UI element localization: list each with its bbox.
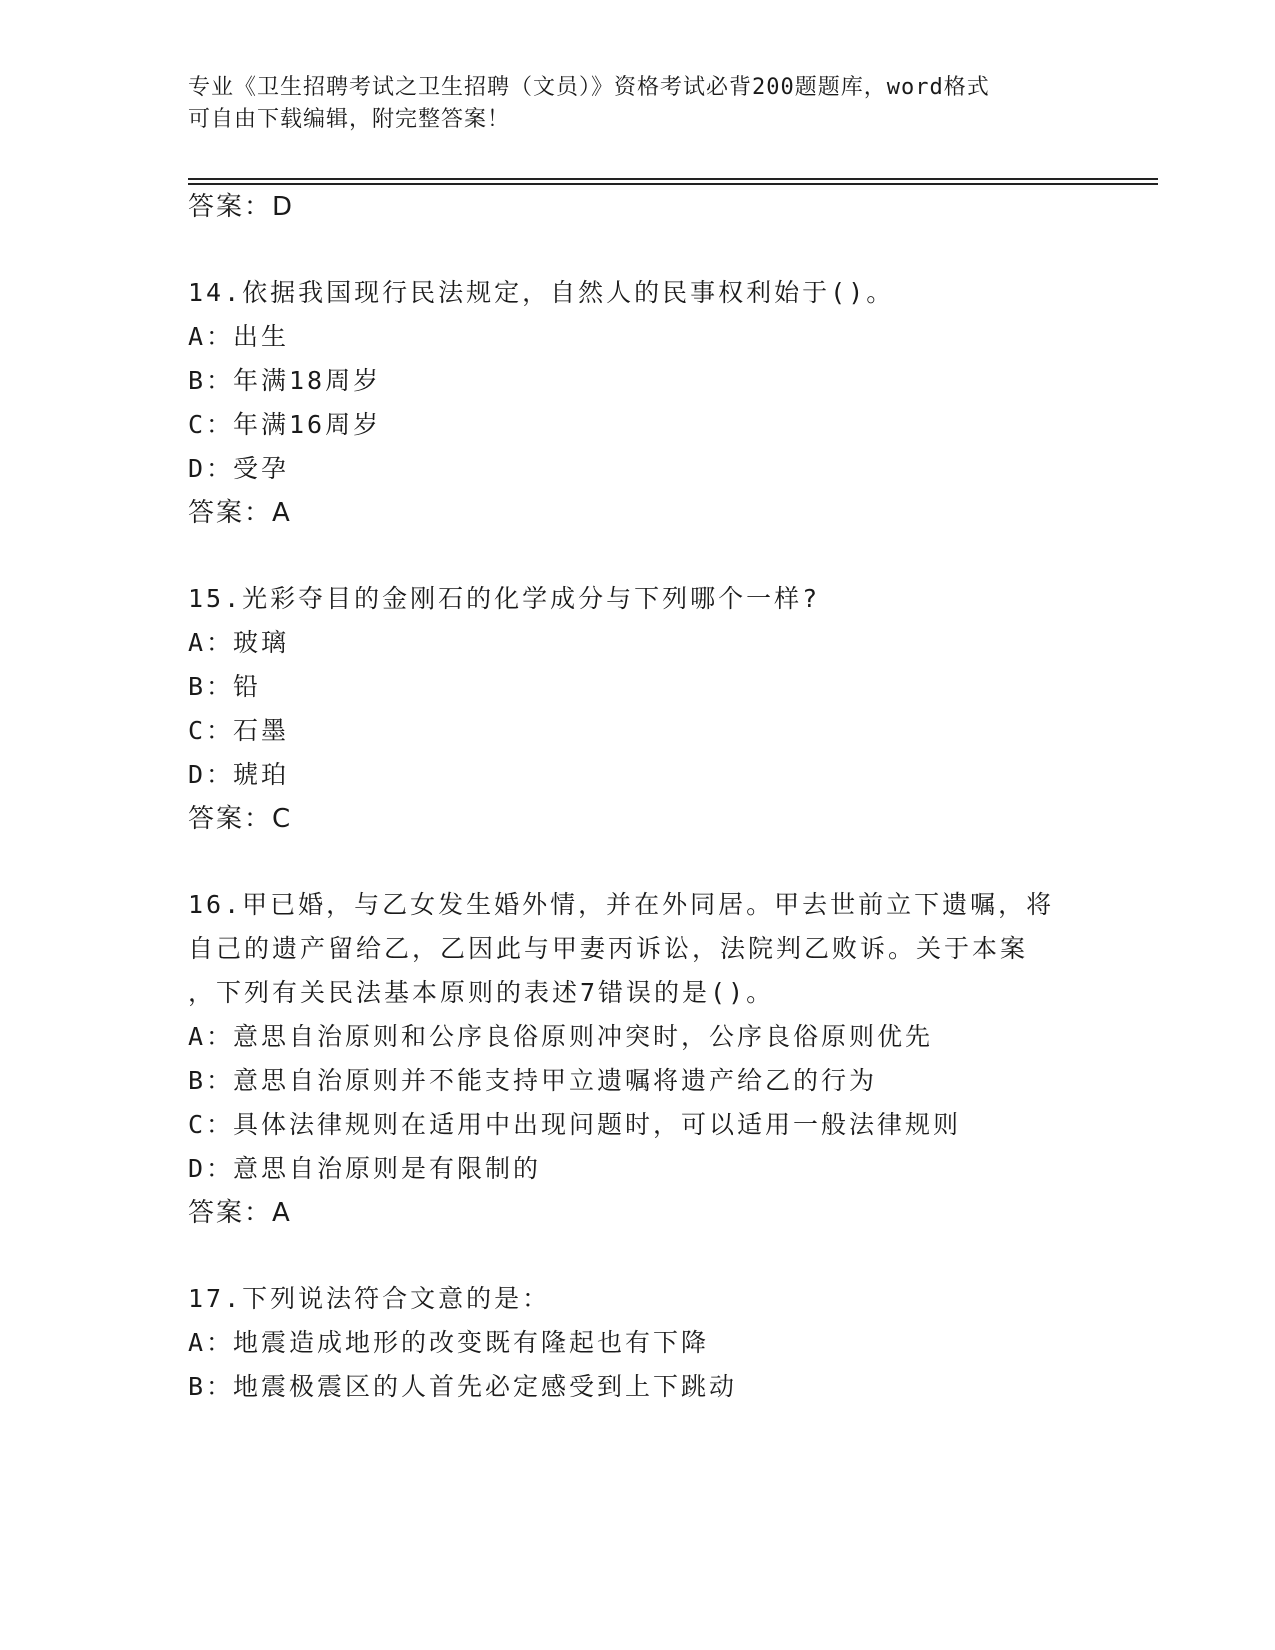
- option-text: 受孕: [233, 454, 290, 483]
- q15-answer: 答案：C: [188, 804, 293, 834]
- option-label: D：: [188, 760, 235, 789]
- option-text: 具体法律规则在适用中出现问题时，可以适用一般法律规则: [233, 1110, 962, 1139]
- q15-option-c: [188, 714, 289, 748]
- question-16-line-1: 16.甲已婚，与乙女发生婚外情，并在外同居。甲去世前立下遗嘱，将: [188, 890, 1055, 919]
- question-16-line-3: ，下列有关民法基本原则的表述7错误的是()。: [188, 978, 775, 1007]
- option-text: 年满18周岁: [233, 366, 382, 395]
- option-label: C：: [188, 716, 235, 745]
- option-text: 地震极震区的人首先必定感受到上下跳动: [233, 1372, 738, 1401]
- q15-option-b: [188, 670, 261, 704]
- q16-option-a: [188, 1020, 933, 1054]
- option-text: 意思自治原则和公序良俗原则冲突时，公序良俗原则优先: [233, 1022, 934, 1051]
- option-label: B：: [188, 672, 235, 701]
- q16-option-c: [188, 1108, 961, 1142]
- option-label: C：: [188, 410, 235, 439]
- option-label: A：: [188, 322, 235, 351]
- option-text: 石墨: [233, 716, 290, 745]
- option-text: 出生: [233, 322, 290, 351]
- document-header: [188, 72, 1088, 136]
- option-text: 意思自治原则并不能支持甲立遗嘱将遗产给乙的行为: [233, 1066, 878, 1095]
- option-label: B：: [188, 366, 235, 395]
- header-divider-top: [188, 178, 1158, 180]
- header-line-2: 可自由下载编辑，附完整答案！: [188, 107, 511, 132]
- q14-option-b: [188, 364, 381, 398]
- option-label: D：: [188, 1154, 235, 1183]
- q17-option-a: [188, 1326, 709, 1360]
- option-label: A：: [188, 1328, 235, 1357]
- option-label: D：: [188, 454, 235, 483]
- option-text: 琥珀: [233, 760, 290, 789]
- q14-option-c: [188, 408, 381, 442]
- option-text: 意思自治原则是有限制的: [233, 1154, 542, 1183]
- q16-option-b: [188, 1064, 877, 1098]
- option-label: C：: [188, 1110, 235, 1139]
- q17-option-b: [188, 1370, 737, 1404]
- q14-option-a: [188, 320, 289, 354]
- question-17: 17.下列说法符合文意的是：: [188, 1284, 551, 1313]
- option-text: 玻璃: [233, 628, 290, 657]
- q16-answer: 答案：A: [188, 1198, 292, 1228]
- option-label: B：: [188, 1372, 235, 1401]
- header-line-1: 专业《卫生招聘考试之卫生招聘（文员）》资格考试必背200题题库，word格式: [188, 75, 990, 100]
- option-label: A：: [188, 1022, 235, 1051]
- q14-option-d: [188, 452, 289, 486]
- question-14: 14.依据我国现行民法规定，自然人的民事权利始于()。: [188, 278, 895, 307]
- q14-answer: 答案：A: [188, 498, 292, 528]
- question-15: 15.光彩夺目的金刚石的化学成分与下列哪个一样?: [188, 584, 821, 613]
- option-text: 铅: [233, 672, 262, 701]
- question-16-line-2: 自己的遗产留给乙，乙因此与甲妻丙诉讼，法院判乙败诉。关于本案: [188, 934, 1029, 963]
- option-label: B：: [188, 1066, 235, 1095]
- option-label: A：: [188, 628, 235, 657]
- option-text: 年满16周岁: [233, 410, 382, 439]
- q15-option-d: [188, 758, 289, 792]
- answer-previous: 答案：D: [188, 192, 295, 222]
- header-divider-bottom: [188, 183, 1158, 185]
- option-text: 地震造成地形的改变既有隆起也有下降: [233, 1328, 710, 1357]
- q15-option-a: [188, 626, 289, 660]
- q16-option-d: [188, 1152, 541, 1186]
